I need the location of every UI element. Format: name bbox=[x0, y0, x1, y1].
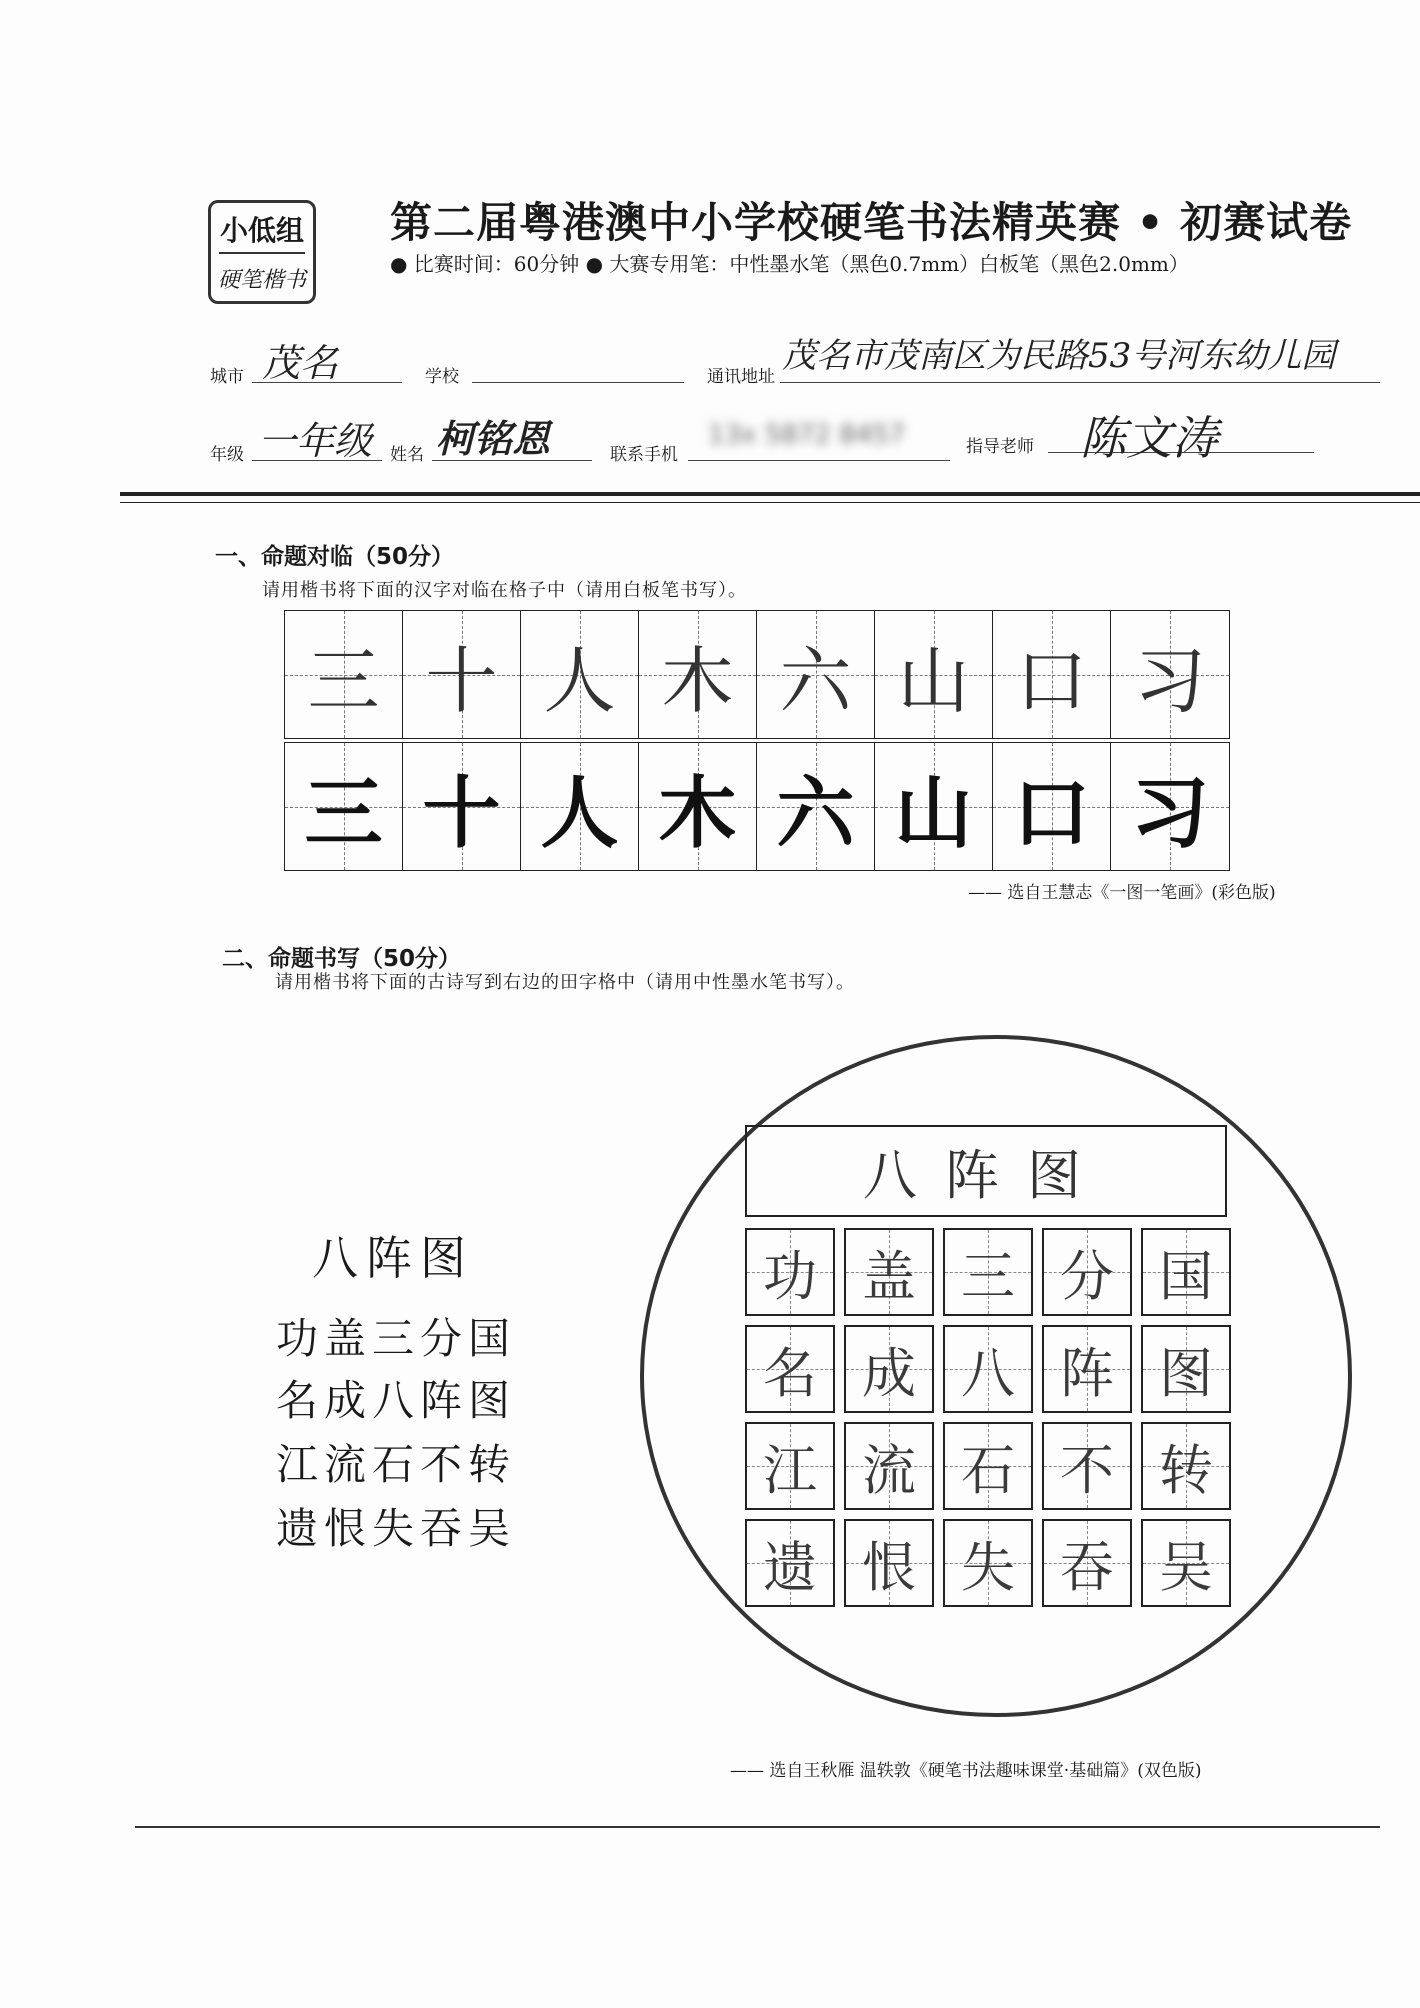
answer-title-box[interactable] bbox=[745, 1125, 1227, 1217]
model-cell bbox=[757, 743, 875, 870]
section1-source: —— 选自王慧志《一图一笔画》(彩色版) bbox=[968, 883, 1276, 903]
model-cell bbox=[993, 743, 1111, 870]
written-char: 分 bbox=[1060, 1244, 1114, 1308]
address-value[interactable]: 茂名市茂南区为民路53号河东幼儿园 bbox=[782, 336, 1336, 376]
model-cell bbox=[875, 743, 993, 870]
city-label: 城市 bbox=[210, 367, 244, 387]
written-char: 三 bbox=[961, 1244, 1015, 1308]
tianzi-cell[interactable] bbox=[1042, 1519, 1132, 1607]
model-char: 木 bbox=[658, 768, 737, 859]
model-char: 十 bbox=[422, 768, 501, 859]
copy-cell[interactable] bbox=[403, 611, 521, 738]
copy-char: 三 bbox=[307, 638, 380, 723]
phone-line bbox=[688, 460, 950, 461]
written-char: 功 bbox=[763, 1244, 817, 1308]
tianzi-cell[interactable] bbox=[1141, 1228, 1231, 1316]
section1-heading: 一、命题对临（50分） bbox=[215, 544, 455, 570]
copy-char: 人 bbox=[543, 638, 616, 723]
model-cell bbox=[639, 743, 757, 870]
phone-label: 联系手机 bbox=[610, 445, 678, 465]
model-char: 山 bbox=[894, 768, 973, 859]
copy-char: 六 bbox=[779, 638, 852, 723]
written-char: 失 bbox=[961, 1535, 1015, 1599]
address-line bbox=[780, 382, 1380, 383]
model-char: 人 bbox=[540, 768, 619, 859]
written-char: 八 bbox=[961, 1341, 1015, 1405]
badge-group-label: 小低组 bbox=[219, 214, 304, 247]
written-char: 吞 bbox=[1060, 1535, 1114, 1599]
tianzi-cell[interactable] bbox=[943, 1422, 1033, 1510]
tianzi-cell[interactable] bbox=[1042, 1325, 1132, 1413]
tianzi-cell[interactable] bbox=[844, 1228, 934, 1316]
group-badge bbox=[208, 200, 316, 304]
tianzi-cell[interactable] bbox=[745, 1519, 835, 1607]
tianzi-cell[interactable] bbox=[745, 1228, 835, 1316]
copy-cell[interactable] bbox=[285, 611, 403, 738]
phone-value[interactable]: 13x 5872 8457 bbox=[708, 420, 906, 450]
badge-style-label: 硬笔楷书 bbox=[217, 268, 306, 293]
tianzi-cell[interactable] bbox=[1141, 1325, 1231, 1413]
grade-label: 年级 bbox=[210, 445, 244, 465]
written-char: 遗 bbox=[763, 1535, 817, 1599]
model-cell bbox=[521, 743, 639, 870]
name-label: 姓名 bbox=[390, 445, 424, 465]
header-rule-thin bbox=[120, 502, 1420, 503]
written-char: 流 bbox=[862, 1438, 916, 1502]
tianzi-cell[interactable] bbox=[844, 1422, 934, 1510]
copy-char: 十 bbox=[425, 638, 498, 723]
copy-char: 习 bbox=[1133, 638, 1206, 723]
model-char: 口 bbox=[1012, 768, 1091, 859]
header-rule-thick bbox=[120, 492, 1420, 496]
written-char: 名 bbox=[763, 1341, 817, 1405]
section2-instruction: 请用楷书将下面的古诗写到右边的田字格中（请用中性墨水笔书写）。 bbox=[275, 972, 855, 993]
poem-line: 江流石不转 bbox=[276, 1440, 517, 1489]
footer-rule bbox=[135, 1826, 1380, 1828]
copy-char: 山 bbox=[897, 638, 970, 723]
exam-title: 第二届粤港澳中小学校硬笔书法精英赛 • 初赛试卷 bbox=[390, 198, 1353, 247]
model-cell bbox=[403, 743, 521, 870]
copy-char: 木 bbox=[661, 638, 734, 723]
tianzi-cell[interactable] bbox=[1141, 1519, 1231, 1607]
section1-instruction: 请用楷书将下面的汉字对临在格子中（请用白板笔书写）。 bbox=[262, 580, 747, 601]
tianzi-cell[interactable] bbox=[1042, 1228, 1132, 1316]
written-char: 不 bbox=[1060, 1438, 1114, 1502]
written-char: 盖 bbox=[862, 1244, 916, 1308]
tianzi-cell[interactable] bbox=[943, 1519, 1033, 1607]
teacher-value[interactable]: 陈文涛 bbox=[1080, 411, 1218, 465]
badge-divider bbox=[219, 252, 305, 254]
written-char: 阵 bbox=[1060, 1341, 1114, 1405]
poem-title: 八阵图 bbox=[312, 1231, 474, 1285]
copy-char: 口 bbox=[1015, 638, 1088, 723]
exam-subtitle: ● 比赛时间：60分钟 ● 大赛专用笔：中性墨水笔（黑色0.7mm）白板笔（黑色2.0mm） bbox=[390, 252, 1189, 276]
poem-line: 遗恨失吞吴 bbox=[276, 1504, 517, 1553]
teacher-label: 指导老师 bbox=[966, 437, 1034, 457]
copy-cell[interactable] bbox=[875, 611, 993, 738]
address-label: 通讯地址 bbox=[707, 367, 775, 387]
written-char: 江 bbox=[763, 1438, 817, 1502]
written-char: 转 bbox=[1159, 1438, 1213, 1502]
written-char: 吴 bbox=[1159, 1535, 1213, 1599]
copy-grid-handwritten bbox=[284, 610, 1230, 739]
copy-cell[interactable] bbox=[1111, 611, 1229, 738]
section2-heading: 二、命题书写（50分） bbox=[222, 946, 462, 972]
written-char: 图 bbox=[1159, 1341, 1213, 1405]
copy-cell[interactable] bbox=[639, 611, 757, 738]
written-char: 恨 bbox=[862, 1535, 916, 1599]
model-char: 三 bbox=[304, 768, 383, 859]
model-char: 六 bbox=[776, 768, 855, 859]
written-char: 国 bbox=[1159, 1244, 1213, 1308]
written-char: 石 bbox=[961, 1438, 1015, 1502]
school-line bbox=[472, 382, 684, 383]
copy-cell[interactable] bbox=[521, 611, 639, 738]
model-cell bbox=[285, 743, 403, 870]
written-char: 成 bbox=[862, 1341, 916, 1405]
tianzi-cell[interactable] bbox=[1141, 1422, 1231, 1510]
copy-cell[interactable] bbox=[757, 611, 875, 738]
tianzi-cell[interactable] bbox=[844, 1519, 934, 1607]
grade-value[interactable]: 一年级 bbox=[258, 419, 373, 463]
model-cell bbox=[1111, 743, 1229, 870]
tianzi-cell[interactable] bbox=[745, 1325, 835, 1413]
model-char: 习 bbox=[1130, 768, 1209, 859]
poem-line: 名成八阵图 bbox=[276, 1376, 517, 1425]
poem-line: 功盖三分国 bbox=[276, 1314, 517, 1363]
tianzi-cell[interactable] bbox=[844, 1325, 934, 1413]
copy-cell[interactable] bbox=[993, 611, 1111, 738]
tianzi-cell[interactable] bbox=[745, 1422, 835, 1510]
name-value[interactable]: 柯铭恩 bbox=[436, 416, 551, 461]
tianzi-grid bbox=[745, 1228, 1231, 1607]
city-value[interactable]: 茂名 bbox=[262, 341, 339, 385]
section2-source: —— 选自王秋雁 温轶敦《硬笔书法趣味课堂·基础篇》(双色版) bbox=[730, 1761, 1202, 1781]
model-grid bbox=[284, 742, 1230, 871]
answer-title-text: 八阵图 bbox=[863, 1143, 1109, 1207]
tianzi-cell[interactable] bbox=[943, 1228, 1033, 1316]
tianzi-cell[interactable] bbox=[943, 1325, 1033, 1413]
school-label: 学校 bbox=[425, 367, 459, 387]
tianzi-cell[interactable] bbox=[1042, 1422, 1132, 1510]
